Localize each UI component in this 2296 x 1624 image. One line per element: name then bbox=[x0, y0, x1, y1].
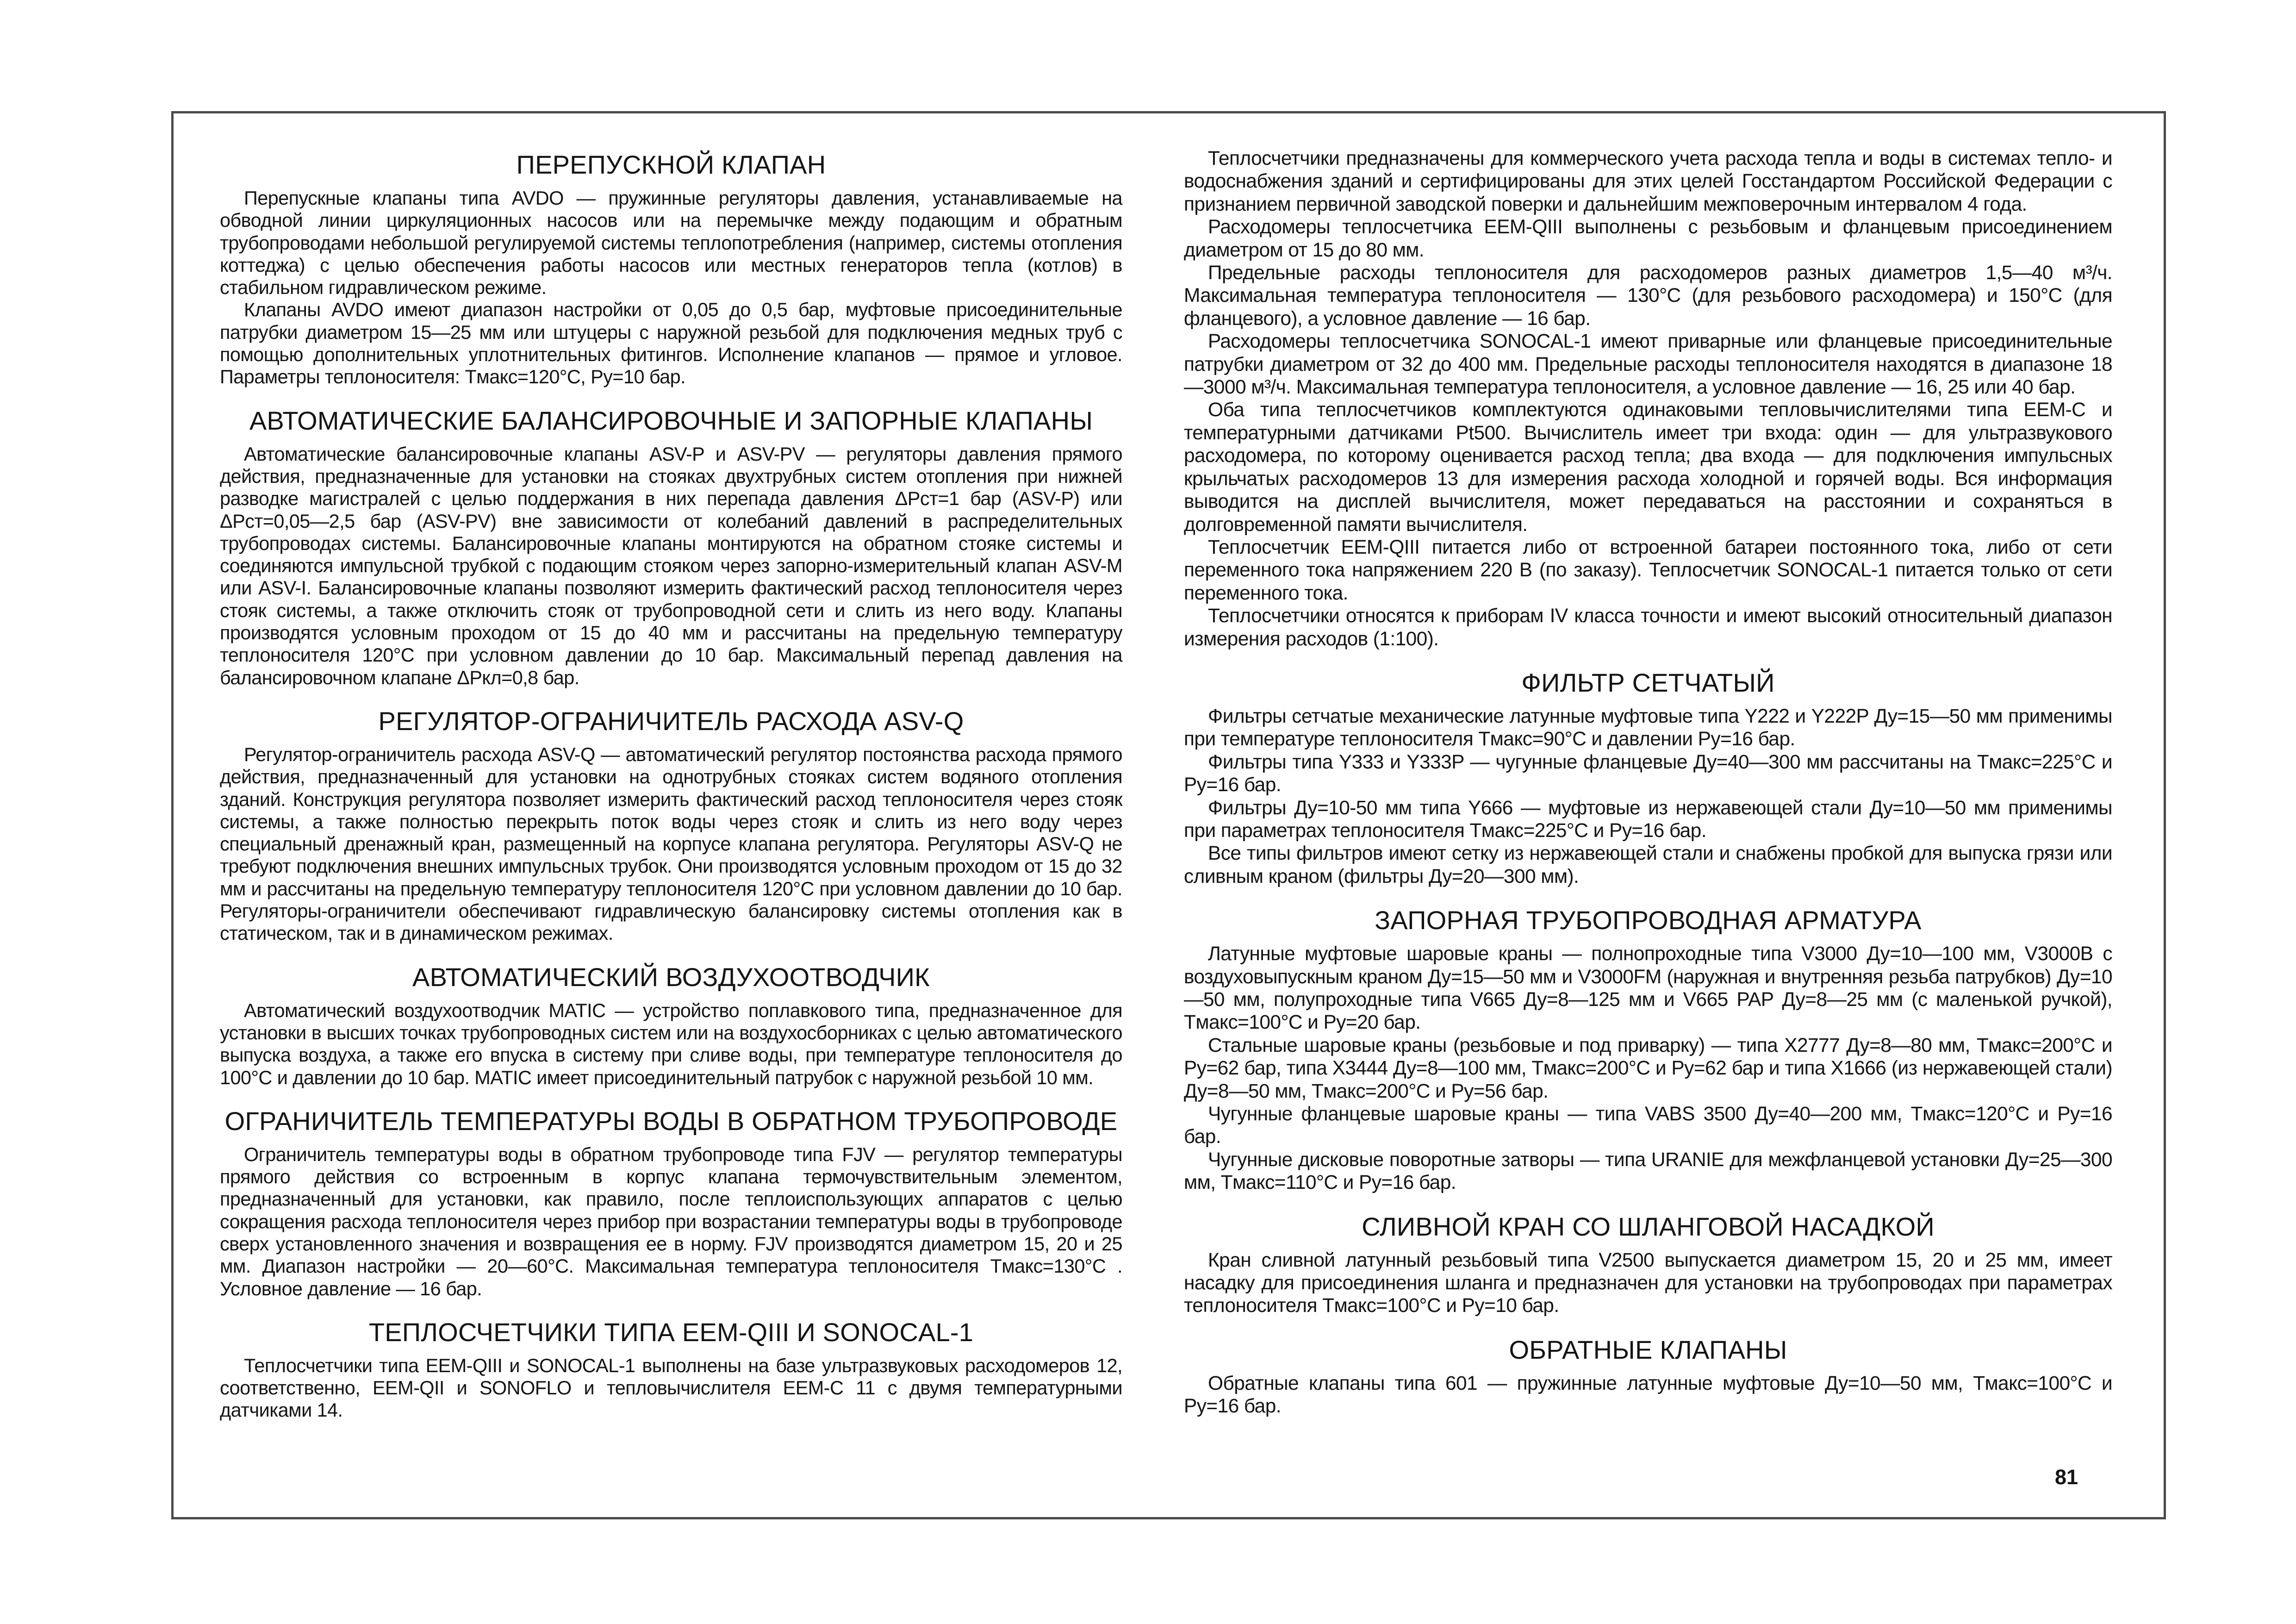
paragraph: Фильтры сетчатые механические латунные муфтовые типа Y222 и Y222P Ду=15—50 мм применимы при температуре теплоносителя Tмакс=90°С и давлении Py=16 бар. bbox=[1184, 705, 2112, 750]
section-heading: СЛИВНОЙ КРАН СО ШЛАНГОВОЙ НАСАДКОЙ bbox=[1362, 1212, 1935, 1241]
section-balancing-valves bbox=[220, 406, 1122, 689]
section-heat-meters-continued bbox=[1184, 147, 2112, 650]
section-check-valves bbox=[1184, 1335, 2112, 1418]
paragraph: Предельные расходы теплоносителя для расходомеров разных диаметров 1,5—40 м³/ч. Максимальная температура теплоносителя — 130°С (для резьбового расходомера) и 150°С (для фланцевого), а условное давление — 16 бар. bbox=[1184, 262, 2112, 330]
section-drain-valve bbox=[1184, 1212, 2112, 1318]
paragraph: Ограничитель температуры воды в обратном трубопроводе типа FJV — регулятор температуры прямого действия со встроенным в корпус клапана термочувствительным элементом, предназначенный для установки, как правило, после теплоиспользующих аппаратов с целью сокращения расхода теплоносителя через прибор при возрастании температуры воды в трубопроводе сверх установленного значения и возвращения ее в норму. FJV производятся диаметром 15, 20 и 25 мм. Диапазон настройки — 20—60°С. Максимальная температура теплоносителя Tмакс=130°С . Условное давление — 16 бар. bbox=[220, 1143, 1122, 1299]
section-heading: АВТОМАТИЧЕСКИЕ БАЛАНСИРОВОЧНЫЕ И ЗАПОРНЫЕ КЛАПАНЫ bbox=[249, 406, 1093, 435]
section-heading: ОБРАТНЫЕ КЛАПАНЫ bbox=[1509, 1335, 1787, 1364]
paragraph: Теплосчетчики типа ЕЕМ-QIII и SONOCAL-1 выполнены на базе ультразвуковых расходомеров 12, соответственно, ЕЕМ-QII и SONOFLO и тепловычислителя ЕЕМ-С 11 с двумя температурными датчиками 14. bbox=[220, 1354, 1122, 1421]
paragraph: Обратные клапаны типа 601 — пружинные латунные муфтовые Ду=10—50 мм, Tмакс=100°С и Py=16 бар. bbox=[1184, 1372, 2112, 1418]
paragraph: Регулятор-ограничитель расхода ASV-Q — автоматический регулятор постоянства расхода прямого действия, предназначенный для установки на однотрубных стояках систем водяного отопления зданий. Конструкция регулятора позволяет измерить фактический расход теплоносителя через стояк системы, а также полностью перекрыть поток воды через стояк и слить из него воду через специальный дренажный кран, размещенный на корпусе клапана регулятора. Регуляторы ASV-Q не требуют подключения внешних импульсных трубок. Они производятся условным проходом от 15 до 32 мм и рассчитаны на предельную температуру теплоносителя 120°С при условном давлении до 10 бар. Регуляторы-ограничители обеспечивают гидравлическую балансировку системы отопления как в статическом, так и в динамическом режимах. bbox=[220, 743, 1122, 944]
section-heading: ЗАПОРНАЯ ТРУБОПРОВОДНАЯ АРМАТУРА bbox=[1375, 906, 1922, 935]
section-heading: ПЕРЕПУСКНОЙ КЛАПАН bbox=[516, 150, 826, 179]
paragraph: Автоматические балансировочные клапаны ASV-P и ASV-PV — регуляторы давления прямого действия, предназначенные для установки на стояках двухтрубных систем отопления при нижней разводке магистралей с целью поддержания в них перепада давления ΔPст=1 бар (ASV-P) или ΔPст=0,05—2,5 бар (ASV-PV) вне зависимости от колебаний давлений в распределительных трубопроводах системы. Балансировочные клапаны монтируются на обратном стояке системы и соединяются импульсной трубкой с подающим стояком через запорно-измерительный клапан ASV-M или ASV-I. Балансировочные клапаны позволяют измерить фактический расход теплоносителя через стояк системы, а также отключить стояк от трубопроводной сети и слить из него воду. Клапаны производятся условным проходом от 15 до 40 мм и рассчитаны на предельную температуру теплоносителя 120°С при условном давлении до 10 бар. Максимальный перепад давления на балансировочном клапане ΔPкл=0,8 бар. bbox=[220, 443, 1122, 688]
paragraph: Кран сливной латунный резьбовый типа V2500 выпускается диаметром 15, 20 и 25 мм, имеет насадку для присоединения шланга и предназначен для установки на трубопроводах при параметрах теплоносителя Tмакс=100°С и Py=10 бар. bbox=[1184, 1249, 2112, 1317]
section-heading: ФИЛЬТР СЕТЧАТЫЙ bbox=[1521, 668, 1775, 697]
paragraph: Перепускные клапаны типа AVDO — пружинные регуляторы давления, устанавливаемые на обводной линии циркуляционных насосов или на перемычке между подающим и обратным трубопроводами небольшой регулируемой системы теплопотребления (например, системы отопления коттеджа) с целью обеспечения работы насосов или местных генераторов тепла (котлов) в стабильном гидравлическом режиме. bbox=[220, 187, 1122, 299]
paragraph: Теплосчетчики предназначены для коммерческого учета расхода тепла и воды в системах тепло- и водоснабжения зданий и сертифицированы для этих целей Госстандартом Российской Федерации с признанием первичной заводской поверки и дальнейшим межповерочным интервалом 4 года. bbox=[1184, 148, 2112, 215]
paragraph: Теплосчетчик ЕЕМ-QIII питается либо от встроенной батареи постоянного тока, либо от сети переменного тока напряжением 220 В (по заказу). Теплосчетчик SONOCAL-1 питается только от сети переменного тока. bbox=[1184, 536, 2112, 604]
section-shutoff-fittings bbox=[1184, 906, 2112, 1194]
page-number: 81 bbox=[2055, 1465, 2078, 1489]
paragraph: Расходомеры теплосчетчика ЕЕМ-QIII выполнены с резьбовым и фланцевым присоединением диаметром от 15 до 80 мм. bbox=[1184, 216, 2112, 261]
section-bypass-valve bbox=[220, 150, 1122, 388]
paragraph: Оба типа теплосчетчиков комплектуются одинаковыми тепловычислителями типа ЕЕМ-С и температурными датчиками Pt500. Вычислитель имеет три входа: один — для ультразвукового расходомера, по которому оценивается расход тепла; два входа — для подключения импульсных крыльчатых расходомеров 13 для измерения расхода холодной и горячей воды. Вся информация выводится на дисплей вычислителя, может передаваться на расстоянии и сохраняться в долговременной памяти вычислителя. bbox=[1184, 399, 2112, 536]
paragraph: Все типы фильтров имеют сетку из нержавеющей стали и снабжены пробкой для выпуска грязи или сливным краном (фильтры Ду=20—300 мм). bbox=[1184, 843, 2112, 887]
section-mesh-filter bbox=[1184, 668, 2112, 888]
left-column bbox=[220, 147, 1122, 1439]
paragraph: Расходомеры теплосчетчика SONOCAL-1 имеют приварные или фланцевые присоединительные патрубки диаметром от 32 до 400 мм. Предельные расходы теплоносителя находятся в диапазоне 18—3000 м³/ч. Максимальная температура теплоносителя, а условное давление — 16, 25 или 40 бар. bbox=[1184, 331, 2112, 399]
section-heat-meters bbox=[220, 1318, 1122, 1422]
paragraph: Чугунные дисковые поворотные затворы — типа URANIE для межфланцевой установки Ду=25—300 мм, Tмакс=110°С и Py=16 бар. bbox=[1184, 1149, 2112, 1194]
paragraph: Автоматический воздухоотводчик MATIC — устройство поплавкового типа, предназначенное для установки в высших точках трубопроводных систем или на воздухосборниках с целью автоматического выпуска воздуха, а также его впуска в систему при сливе воды, при температуре теплоносителя до 100°С и давлении до 10 бар. MATIC имеет присоединительный патрубок с наружной резьбой 10 мм. bbox=[220, 999, 1122, 1088]
paragraph: Клапаны AVDO имеют диапазон настройки от 0,05 до 0,5 бар, муфтовые присоединительные патрубки диаметром 15—25 мм или штуцеры с наружной резьбой для подключения медных труб с помощью дополнительных уплотнительных фитингов. Исполнение клапанов — прямое и угловое. Параметры теплоносителя: Tмакс=120°С, Py=10 бар. bbox=[220, 299, 1122, 388]
paragraph: Фильтры Ду=10-50 мм типа Y666 — муфтовые из нержавеющей стали Ду=10—50 мм применимы при параметрах теплоносителя Tмакс=225°С и Py=16 бар. bbox=[1184, 797, 2112, 842]
section-flow-limiter bbox=[220, 706, 1122, 945]
section-heading: ТЕПЛОСЧЕТЧИКИ ТИПА ЕЕМ-QIII И SONOCAL-1 bbox=[368, 1317, 974, 1347]
paragraph: Чугунные фланцевые шаровые краны — типа VABS 3500 Ду=40—200 мм, Tмакс=120°С и Py=16 бар. bbox=[1184, 1103, 2112, 1148]
section-heading: АВТОМАТИЧЕСКИЙ ВОЗДУХООТВОДЧИК bbox=[412, 962, 930, 992]
section-heading: ОГРАНИЧИТЕЛЬ ТЕМПЕРАТУРЫ ВОДЫ В ОБРАТНОМ ТРУБОПРОВОДЕ bbox=[224, 1106, 1118, 1136]
section-return-temp-limiter bbox=[220, 1106, 1122, 1300]
section-air-vent bbox=[220, 962, 1122, 1089]
section-heading: РЕГУЛЯТОР-ОГРАНИЧИТЕЛЬ РАСХОДА ASV-Q bbox=[378, 706, 964, 736]
paragraph: Теплосчетчики относятся к приборам IV класса точности и имеют высокий относительный диапазон измерения расходов (1:100). bbox=[1184, 605, 2112, 650]
paragraph: Стальные шаровые краны (резьбовые и под приварку) — типа X2777 Ду=8—80 мм, Tмакс=200°С и Py=62 бар, типа X3444 Ду=8—100 мм, Tмакс=200°С и Py=62 бар и типа X1666 (из нержавеющей стали) Ду=8—50 мм, Tмакс=200°С и Py=56 бар. bbox=[1184, 1034, 2112, 1102]
paragraph: Латунные муфтовые шаровые краны — полнопроходные типа V3000 Ду=10—100 мм, V3000B с воздуховыпускным краном Ду=15—50 мм и V3000FM (наружная и внутренняя резьба патрубков) Ду=10—50 мм, полупроходные типа V665 Ду=8—125 мм и V665 PAP Ду=8—25 мм (с маленькой ручкой), Tмакс=100°С и Py=20 бар. bbox=[1184, 943, 2112, 1034]
paragraph: Фильтры типа Y333 и Y333P — чугунные фланцевые Ду=40—300 мм рассчитаны на Tмакс=225°С и Py=16 бар. bbox=[1184, 751, 2112, 796]
right-column bbox=[1184, 147, 2112, 1436]
